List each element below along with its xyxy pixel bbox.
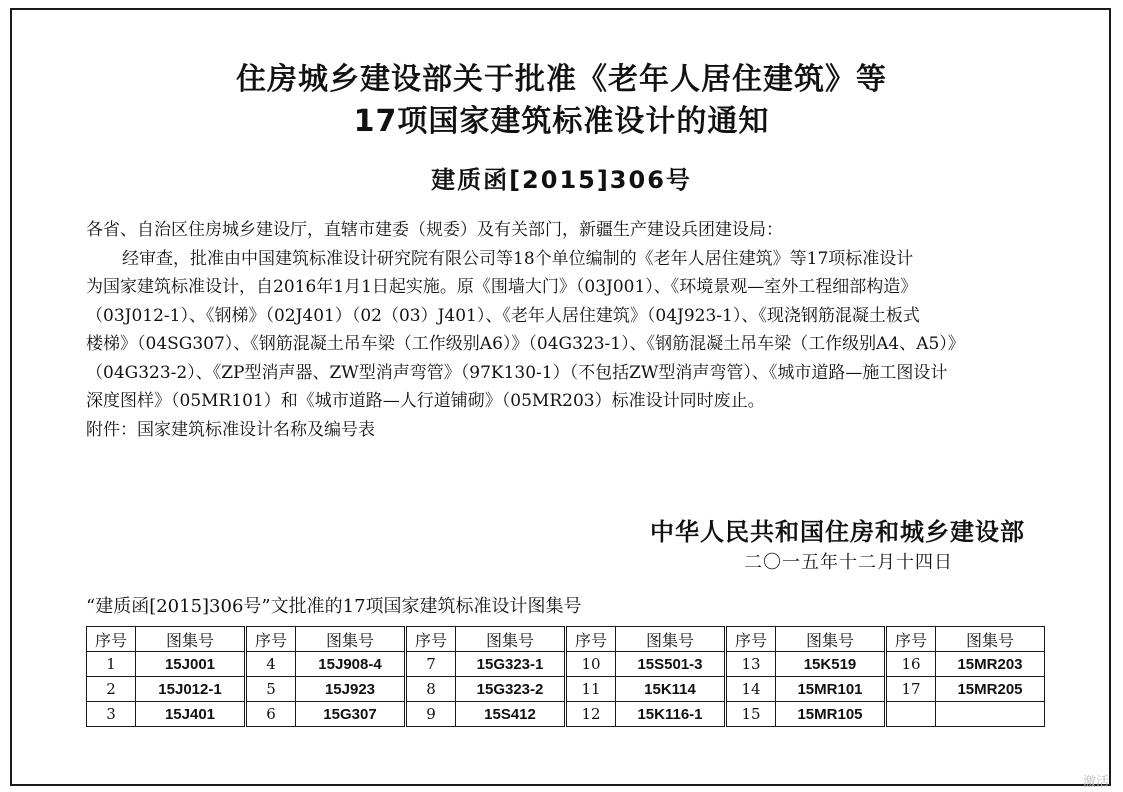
issue-date: 二〇一五年十二月十四日 bbox=[744, 552, 953, 573]
column-header-seq: 序号 bbox=[87, 627, 136, 652]
cell-seq: 3 bbox=[87, 702, 136, 727]
cell-atlas-code: 15G307 bbox=[296, 702, 406, 727]
cell-seq: 16 bbox=[886, 652, 936, 677]
cell-atlas-code: 15G323-2 bbox=[456, 677, 566, 702]
cell-atlas-code: 15K116-1 bbox=[616, 702, 726, 727]
cell-atlas-code bbox=[936, 702, 1045, 727]
cell-seq: 9 bbox=[406, 702, 456, 727]
cell-seq: 1 bbox=[87, 652, 136, 677]
cell-seq: 4 bbox=[246, 652, 296, 677]
column-header-code: 图集号 bbox=[776, 627, 886, 652]
column-header-seq: 序号 bbox=[886, 627, 936, 652]
cell-atlas-code: 15MR205 bbox=[936, 677, 1045, 702]
cell-seq: 7 bbox=[406, 652, 456, 677]
table-caption: “建质函[2015]306号”文批准的17项国家建筑标准设计图集号 bbox=[86, 596, 582, 617]
cell-atlas-code: 15MR203 bbox=[936, 652, 1045, 677]
cell-seq: 13 bbox=[726, 652, 776, 677]
column-header-code: 图集号 bbox=[616, 627, 726, 652]
column-header-seq: 序号 bbox=[726, 627, 776, 652]
table-header-row bbox=[87, 627, 1045, 652]
issuing-organization: 中华人民共和国住房和城乡建设部 bbox=[650, 518, 1025, 546]
cell-atlas-code: 15J012-1 bbox=[136, 677, 246, 702]
attachment-note: 附件：国家建筑标准设计名称及编号表 bbox=[86, 419, 375, 440]
paragraph-line: 深度图样》（05MR101）和《城市道路—人行道铺砌》（05MR203）标准设计同时废止。 bbox=[86, 391, 765, 411]
column-header-code: 图集号 bbox=[136, 627, 246, 652]
cell-seq: 10 bbox=[566, 652, 616, 677]
cell-seq: 8 bbox=[406, 677, 456, 702]
column-header-code: 图集号 bbox=[296, 627, 406, 652]
atlas-number-table bbox=[86, 626, 1045, 727]
paragraph-line: （03J012-1）、《钢梯》（02J401）（02（03）J401）、《老年人居住建筑》（04J923-1）、《现浇钢筋混凝土板式 bbox=[86, 305, 920, 326]
cell-atlas-code: 15K519 bbox=[776, 652, 886, 677]
cell-seq: 12 bbox=[566, 702, 616, 727]
cell-seq: 17 bbox=[886, 677, 936, 702]
paragraph-line: 楼梯》（04SG307）、《钢筋混凝土吊车梁（工作级别A6）》（04G323-1）、《钢筋混凝土吊车梁（工作级别A4、A5）》 bbox=[86, 334, 965, 354]
cell-seq: 11 bbox=[566, 677, 616, 702]
column-header-seq: 序号 bbox=[406, 627, 456, 652]
column-header-code: 图集号 bbox=[456, 627, 566, 652]
watermark: 激活 bbox=[1082, 775, 1109, 790]
table-row bbox=[87, 702, 1045, 727]
column-header-code: 图集号 bbox=[936, 627, 1045, 652]
cell-seq: 5 bbox=[246, 677, 296, 702]
cell-atlas-code: 15S412 bbox=[456, 702, 566, 727]
document-number: 建质函[2015]306号 bbox=[431, 166, 692, 194]
cell-seq: 14 bbox=[726, 677, 776, 702]
salutation: 各省、自治区住房城乡建设厅，直辖市建委（规委）及有关部门，新疆生产建设兵团建设局： bbox=[86, 220, 783, 240]
cell-atlas-code: 15K114 bbox=[616, 677, 726, 702]
cell-atlas-code: 15J908-4 bbox=[296, 652, 406, 677]
cell-seq bbox=[886, 702, 936, 727]
table-row bbox=[87, 677, 1045, 702]
notice-body bbox=[86, 216, 1046, 444]
cell-seq: 6 bbox=[246, 702, 296, 727]
cell-atlas-code: 15J001 bbox=[136, 652, 246, 677]
cell-atlas-code: 15MR101 bbox=[776, 677, 886, 702]
table-row bbox=[87, 652, 1045, 677]
cell-seq: 2 bbox=[87, 677, 136, 702]
notice-title-line-2: 17项国家建筑标准设计的通知 bbox=[353, 104, 770, 139]
notice-title-line-1: 住房城乡建设部关于批准《老年人居住建筑》等 bbox=[236, 62, 887, 97]
paragraph-line: （04G323-2）、《ZP型消声器、ZW型消声弯管》（97K130-1）（不包括ZW型消声弯管）、《城市道路—施工图设计 bbox=[86, 362, 948, 383]
paragraph-line: 为国家建筑标准设计，自2016年1月1日起实施。原《围墙大门》（03J001）、《环境景观—室外工程细部构造》 bbox=[86, 277, 918, 297]
cell-atlas-code: 15J923 bbox=[296, 677, 406, 702]
cell-atlas-code: 15G323-1 bbox=[456, 652, 566, 677]
column-header-seq: 序号 bbox=[246, 627, 296, 652]
cell-atlas-code: 15S501-3 bbox=[616, 652, 726, 677]
paragraph-line: 经审查，批准由中国建筑标准设计研究院有限公司等18个单位编制的《老年人居住建筑》等17项标准设计 bbox=[122, 248, 914, 269]
cell-seq: 15 bbox=[726, 702, 776, 727]
cell-atlas-code: 15J401 bbox=[136, 702, 246, 727]
column-header-seq: 序号 bbox=[566, 627, 616, 652]
cell-atlas-code: 15MR105 bbox=[776, 702, 886, 727]
